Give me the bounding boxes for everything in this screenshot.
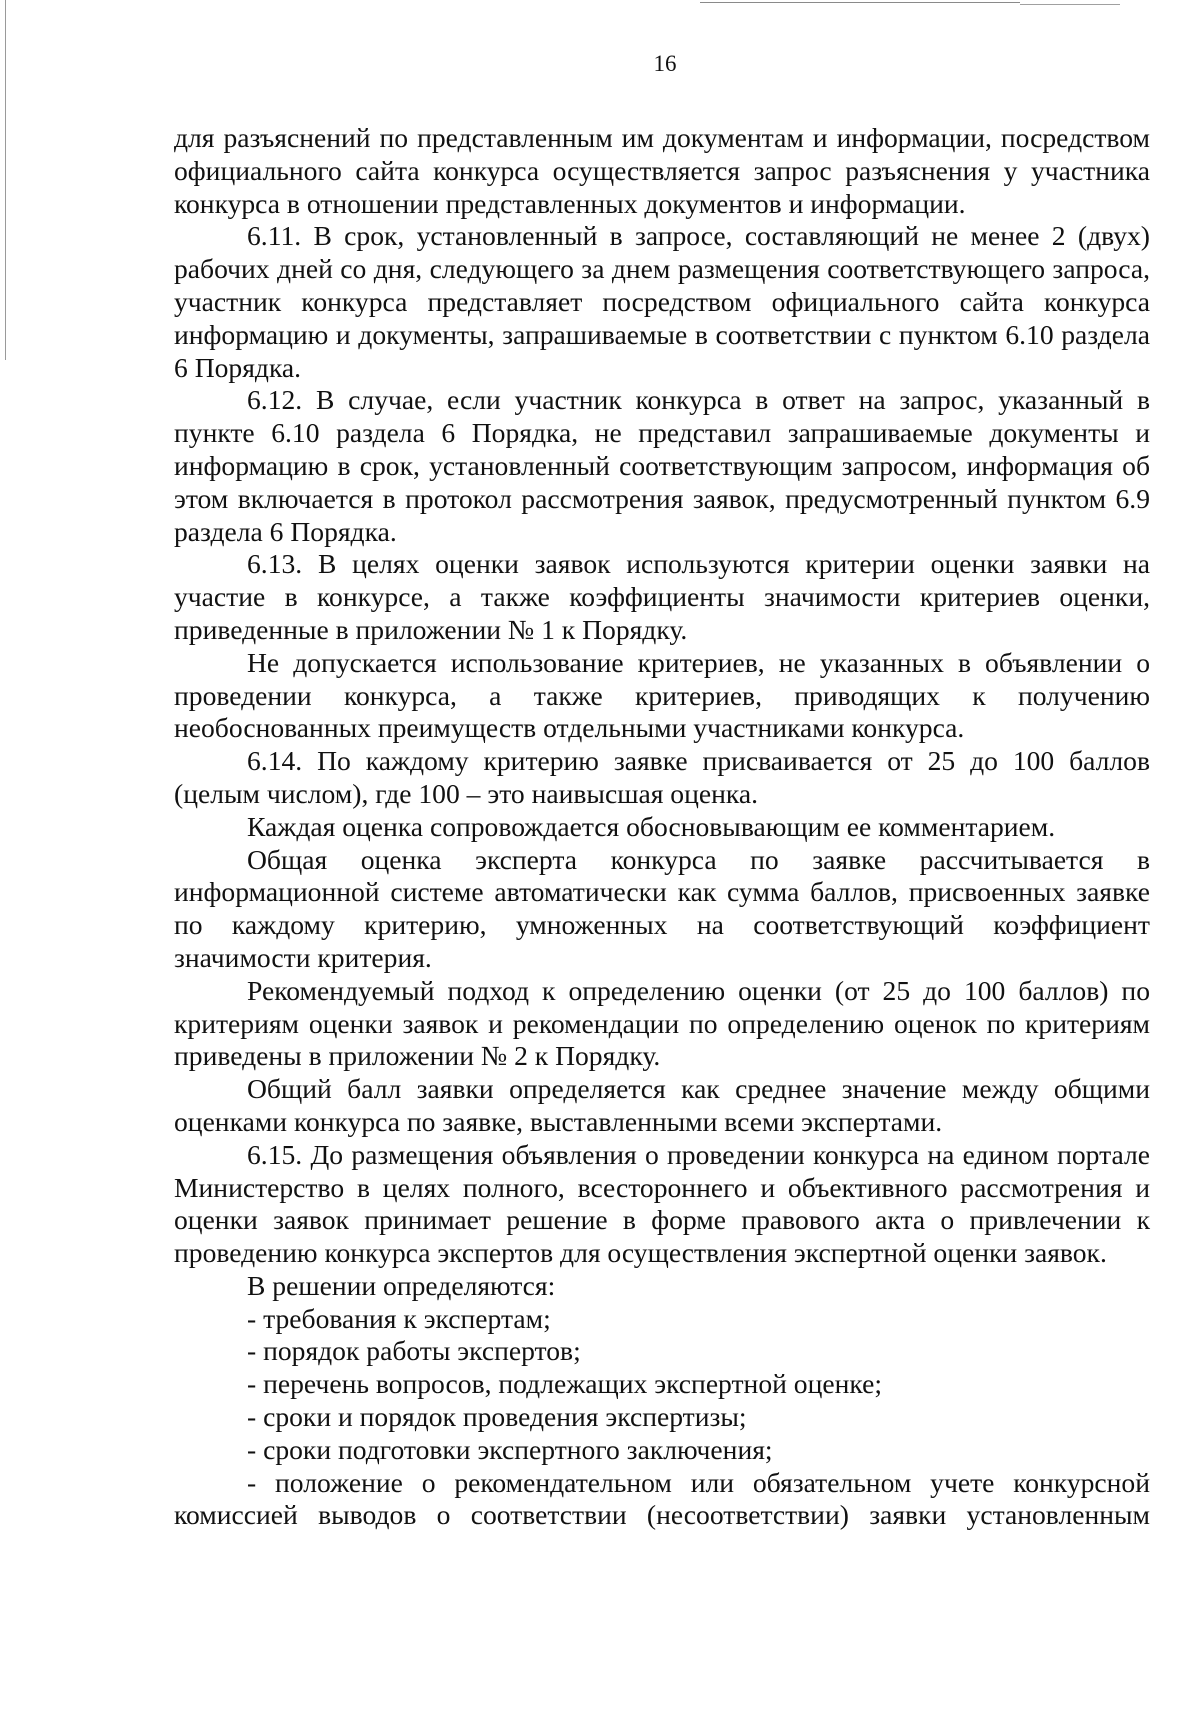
paragraph-6-13: 6.13. В целях оценки заявок используются критерии оценки заявки на участие в конкурсе, а также коэффициенты значимости критериев оценки, приведенные в приложении № 1 к Порядку. [174, 548, 1150, 645]
scan-artifact-top-line-2 [1020, 4, 1120, 5]
scan-artifact-top-line [700, 2, 1020, 3]
list-item-conclusion-terms: - сроки подготовки экспертного заключения; [247, 1433, 773, 1465]
paragraph-score-comment: Каждая оценка сопровождается обосновывающим ее комментарием. [247, 810, 1056, 842]
list-item-expert-requirements: - требования к экспертам; [247, 1302, 551, 1334]
document-body [174, 122, 1150, 1532]
paragraph-criteria-restriction: Не допускается использование критериев, не указанных в объявлении о проведении конкурса, а также критериев, приводящих к получению необоснованных преимуществ отдельными участниками конкурса. [174, 646, 1150, 744]
paragraph-6-12: 6.12. В случае, если участник конкурса в ответ на запрос, указанный в пункте 6.10 раздела 6 Порядка, не представил запрашиваемые документы и информацию в срок, установленный соответствующим запросом, информация об этом включается в протокол рассмотрения заявок, предусмотренный пунктом 6.9 раздела 6 Порядка. [174, 384, 1150, 547]
list-item-commission-provision: - положение о рекомендательном или обязательном учете конкурсной комиссией выводов о соответствии (несоответствии) заявки установленным [174, 1466, 1150, 1531]
paragraph-6-11: 6.11. В срок, установленный в запросе, составляющий не менее 2 (двух) рабочих дней со дня, следующего за днем размещения соответствующего запроса, участник конкурса представляет посредством официального сайта конкурса информацию и документы, запрашиваемые в соответствии с пунктом 6.10 раздела 6 Порядка. [174, 220, 1150, 383]
paragraph-total-expert-score: Общая оценка эксперта конкурса по заявке рассчитывается в информационной системе автоматически как сумма баллов, присвоенных заявке по каждому критерию, умноженных на соответствующий коэффициент значимости критерия. [174, 843, 1150, 973]
paragraph-6-15: 6.15. До размещения объявления о проведении конкурса на едином портале Министерство в целях полного, всестороннего и объективного рассмотрения и оценки заявок принимает решение в форме правового акта о привлечении к проведению конкурса экспертов для осуществления экспертной оценки заявок. [174, 1138, 1150, 1269]
list-item-work-procedure: - порядок работы экспертов; [247, 1335, 581, 1367]
paragraph-continuation: для разъяснений по представленным им документам и информации, посредством официального сайта конкурса осуществляется запрос разъяснения у участника конкурса в отношении представленных документов и информации. [174, 122, 1150, 219]
list-item-questions: - перечень вопросов, подлежащих экспертной оценке; [247, 1368, 882, 1400]
paragraph-6-14: 6.14. По каждому критерию заявке присваивается от 25 до 100 баллов (целым числом), где 100 – это наивысшая оценка. [174, 745, 1150, 809]
paragraph-decision-intro: В решении определяются: [247, 1269, 556, 1301]
list-item-examination-terms: - сроки и порядок проведения экспертизы; [247, 1401, 747, 1433]
paragraph-overall-score: Общий балл заявки определяется как среднее значение между общими оценками конкурса по заявке, выставленными всеми экспертами. [174, 1073, 1150, 1137]
page-number: 16 [653, 51, 677, 76]
paragraph-recommended-approach: Рекомендуемый подход к определению оценки (от 25 до 100 баллов) по критериям оценки заявок и рекомендации по определению оценок по критериям приведены в приложении № 2 к Порядку. [174, 974, 1150, 1072]
